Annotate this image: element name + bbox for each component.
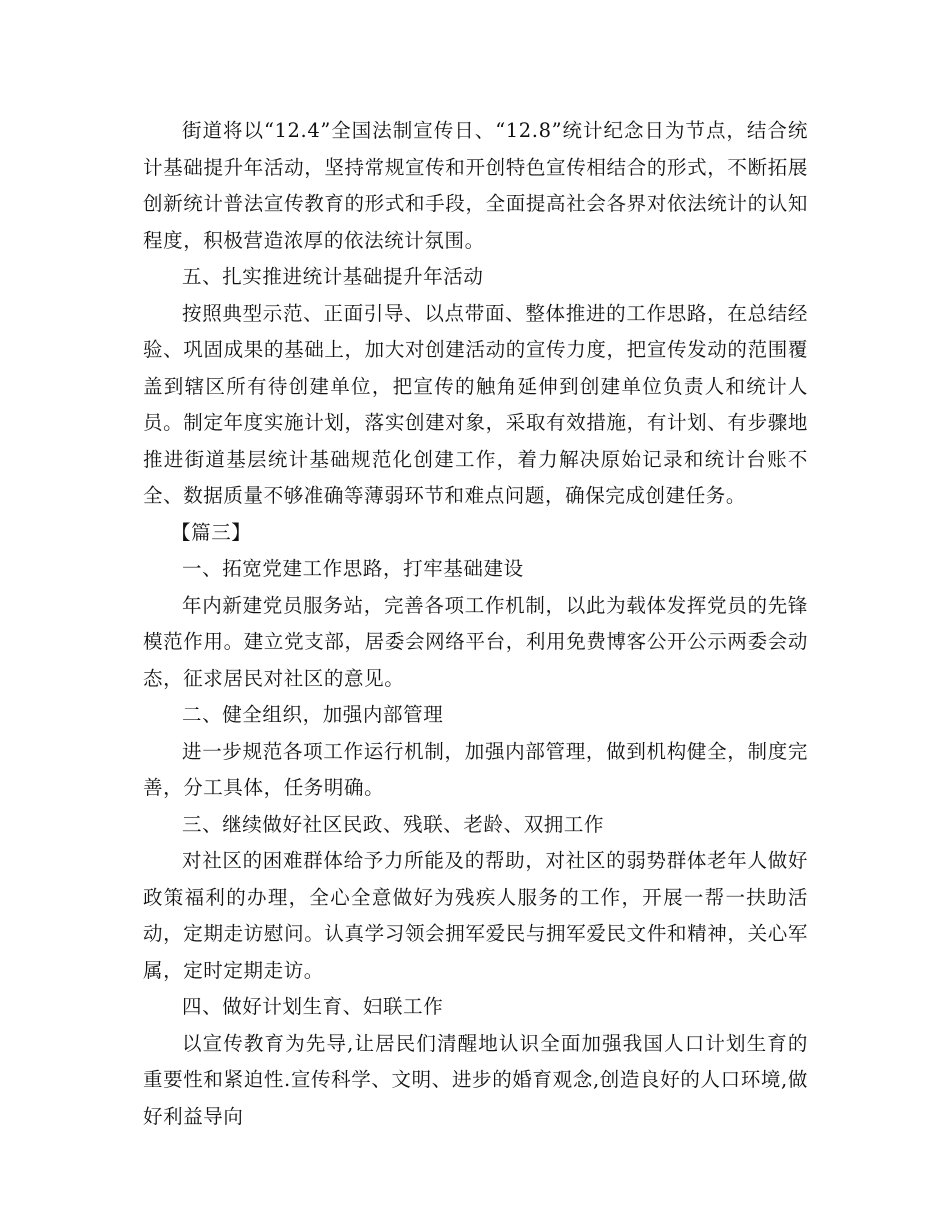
paragraph-internal-management: 进一步规范各项工作运行机制，加强内部管理，做到机构健全，制度完善，分工具体，任务明确。 [143, 739, 808, 799]
paragraph-statistics-foundation: 按照典型示范、正面引导、以点带面、整体推进的工作思路，在总结经验、巩固成果的基础上，加大对创建活动的宣传力度，把宣传发动的范围覆盖到辖区所有待创建单位，把宣传的触角延伸到创建单位负责人和统计人员。制定年度实施计划，落实创建对象，采取有效措施，有计划、有步骤地推进街道基层统计基础规范化创建工作，着力解决原始记录和统计台账不全、数据质量不够准确等薄弱环节和难点问题，确保完成创建任务。 [143, 301, 808, 507]
paragraph-civil-affairs: 对社区的困难群体给予力所能及的帮助，对社区的弱势群体老年人做好政策福利的办理，全心全意做好为残疾人服务的工作，开展一帮一扶助活动，定期走访慰问。认真学习领会拥军爱民与拥军爱民文件和精神，关心军属，定时定期走访。 [143, 849, 808, 982]
paragraph-family-planning: 以宣传教育为先导,让居民们清醒地认识全面加强我国人口计划生育的重要性和紧迫性.宣传科学、文明、进步的婚育观念,创造良好的人口环境,做好利益导向 [143, 1031, 808, 1128]
paragraph-party-building: 年内新建党员服务站，完善各项工作机制，以此为载体发挥党员的先锋模范作用。建立党支部，居委会网络平台，利用免费博客公开公示两委会动态，征求居民对社区的意见。 [143, 593, 808, 690]
document-body [143, 113, 808, 1135]
paragraph-statistics-publicity: 街道将以“12.4”全国法制宣传日、“12.8”统计纪念日为节点，结合统计基础提升年活动，坚持常规宣传和开创特色宣传相结合的形式，不断拓展创新统计普法宣传教育的形式和手段，全面提高社会各界对依法统计的认知程度，积极营造浓厚的依法统计氛围。 [143, 119, 808, 252]
heading-internal-management: 二、健全组织，加强内部管理 [182, 703, 444, 726]
section-marker-part-three: 【篇三】 [171, 520, 252, 544]
heading-party-building: 一、拓宽党建工作思路，打牢基础建设 [182, 557, 524, 580]
heading-civil-affairs: 三、继续做好社区民政、残联、老龄、双拥工作 [182, 812, 605, 836]
heading-section-five: 五、扎实推进统计基础提升年活动 [182, 265, 484, 288]
heading-family-planning: 四、做好计划生育、妇联工作 [182, 995, 444, 1018]
